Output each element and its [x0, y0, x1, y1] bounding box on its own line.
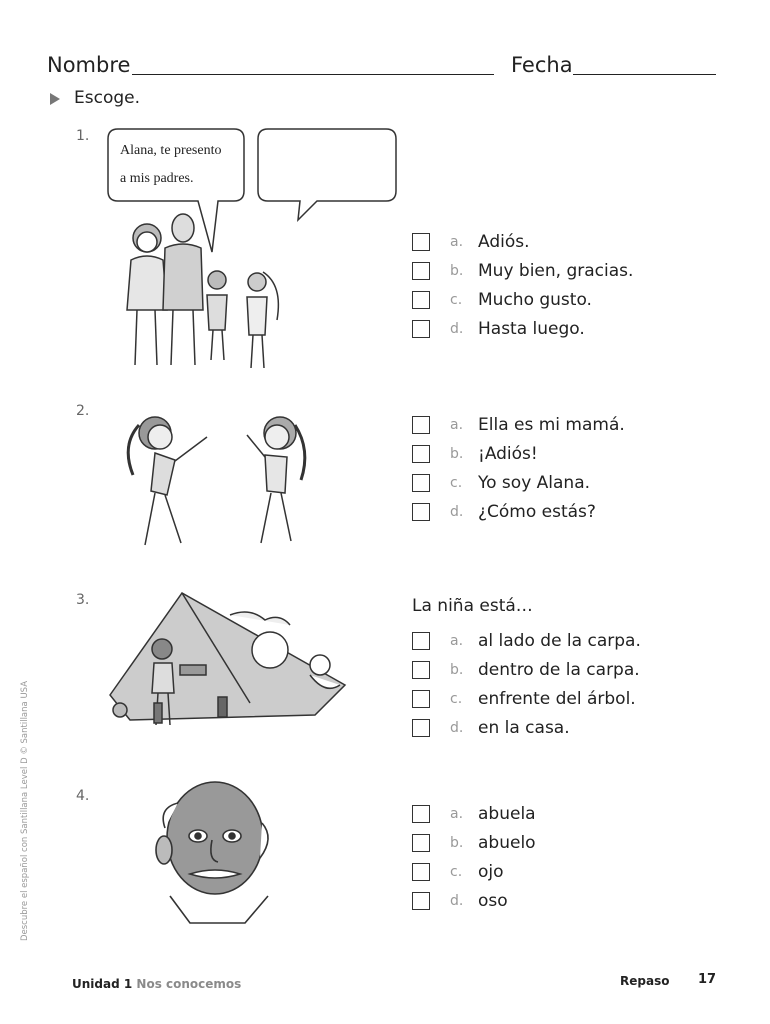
two-girls-illustration	[115, 395, 315, 555]
option-row[interactable]	[412, 318, 585, 340]
option-letter: b.	[450, 263, 464, 279]
answer-checkbox[interactable]	[412, 661, 430, 679]
option-letter: b.	[450, 662, 464, 678]
option-letter: c.	[450, 864, 463, 880]
question-number: 2.	[76, 403, 90, 419]
option-row[interactable]	[412, 231, 530, 253]
option-text: al lado de la carpa.	[478, 631, 641, 651]
option-row[interactable]	[412, 803, 536, 825]
question-stem: La niña está…	[412, 596, 533, 616]
answer-checkbox[interactable]	[412, 233, 430, 251]
option-letter: a.	[450, 417, 464, 433]
option-letter: a.	[450, 633, 464, 649]
question-number: 1.	[76, 128, 90, 144]
name-label: Nombre	[47, 53, 131, 77]
option-row[interactable]	[412, 472, 590, 494]
option-letter: a.	[450, 234, 464, 250]
option-letter: c.	[450, 292, 463, 308]
answer-checkbox[interactable]	[412, 632, 430, 650]
bubble-line-2: a mis padres.	[120, 171, 194, 186]
option-row[interactable]	[412, 861, 504, 883]
option-row[interactable]	[412, 289, 592, 311]
option-letter: b.	[450, 446, 464, 462]
option-text: enfrente del árbol.	[478, 689, 636, 709]
option-letter: b.	[450, 835, 464, 851]
sidebar-credit: Descubre el español con Santillana Level D © Santillana USA	[20, 680, 30, 942]
option-text: Muy bien, gracias.	[478, 261, 634, 281]
option-row[interactable]	[412, 717, 570, 739]
answer-checkbox[interactable]	[412, 863, 430, 881]
answer-checkbox[interactable]	[412, 503, 430, 521]
option-letter: d.	[450, 504, 464, 520]
option-letter: c.	[450, 691, 463, 707]
speech-bubbles	[0, 0, 400, 120]
option-row[interactable]	[412, 414, 625, 436]
option-text: en la casa.	[478, 718, 570, 738]
option-text: ojo	[478, 862, 504, 882]
grandfather-illustration	[150, 778, 290, 928]
option-text: Adiós.	[478, 232, 530, 252]
answer-checkbox[interactable]	[412, 690, 430, 708]
answer-checkbox[interactable]	[412, 474, 430, 492]
option-row[interactable]	[412, 832, 536, 854]
option-text: abuela	[478, 804, 536, 824]
page-number: 17	[698, 972, 717, 987]
instruction: Escoge.	[74, 88, 140, 108]
option-letter: c.	[450, 475, 463, 491]
date-label: Fecha	[511, 53, 573, 77]
option-row[interactable]	[412, 443, 538, 465]
question-number: 4.	[76, 788, 90, 804]
footer-unit-number: Unidad 1	[72, 977, 133, 991]
bubble-line-1: Alana, te presento	[120, 143, 222, 158]
option-row[interactable]	[412, 890, 508, 912]
answer-checkbox[interactable]	[412, 805, 430, 823]
option-text: abuelo	[478, 833, 536, 853]
option-row[interactable]	[412, 260, 633, 282]
option-text: oso	[478, 891, 508, 911]
answer-checkbox[interactable]	[412, 320, 430, 338]
footer-unit-title: Nos conocemos	[136, 977, 242, 991]
option-text: ¡Adiós!	[478, 444, 538, 464]
family-illustration	[105, 200, 305, 380]
answer-checkbox[interactable]	[412, 291, 430, 309]
question-number: 3.	[76, 592, 90, 608]
option-text: Mucho gusto.	[478, 290, 592, 310]
answer-checkbox[interactable]	[412, 834, 430, 852]
option-row[interactable]	[412, 501, 596, 523]
option-text: Hasta luego.	[478, 319, 585, 339]
option-row[interactable]	[412, 688, 636, 710]
option-text: Yo soy Alana.	[478, 473, 591, 493]
option-letter: d.	[450, 321, 464, 337]
answer-checkbox[interactable]	[412, 445, 430, 463]
answer-checkbox[interactable]	[412, 416, 430, 434]
tent-illustration	[100, 585, 360, 745]
option-text: Ella es mi mamá.	[478, 415, 625, 435]
answer-checkbox[interactable]	[412, 262, 430, 280]
option-row[interactable]	[412, 630, 641, 652]
option-letter: d.	[450, 720, 464, 736]
answer-checkbox[interactable]	[412, 719, 430, 737]
option-row[interactable]	[412, 659, 640, 681]
option-text: dentro de la carpa.	[478, 660, 640, 680]
answer-checkbox[interactable]	[412, 892, 430, 910]
date-line[interactable]	[573, 74, 716, 75]
option-letter: d.	[450, 893, 464, 909]
footer-unit	[72, 977, 241, 991]
option-text: ¿Cómo estás?	[478, 502, 596, 522]
option-letter: a.	[450, 806, 464, 822]
footer-section: Repaso	[620, 974, 670, 988]
